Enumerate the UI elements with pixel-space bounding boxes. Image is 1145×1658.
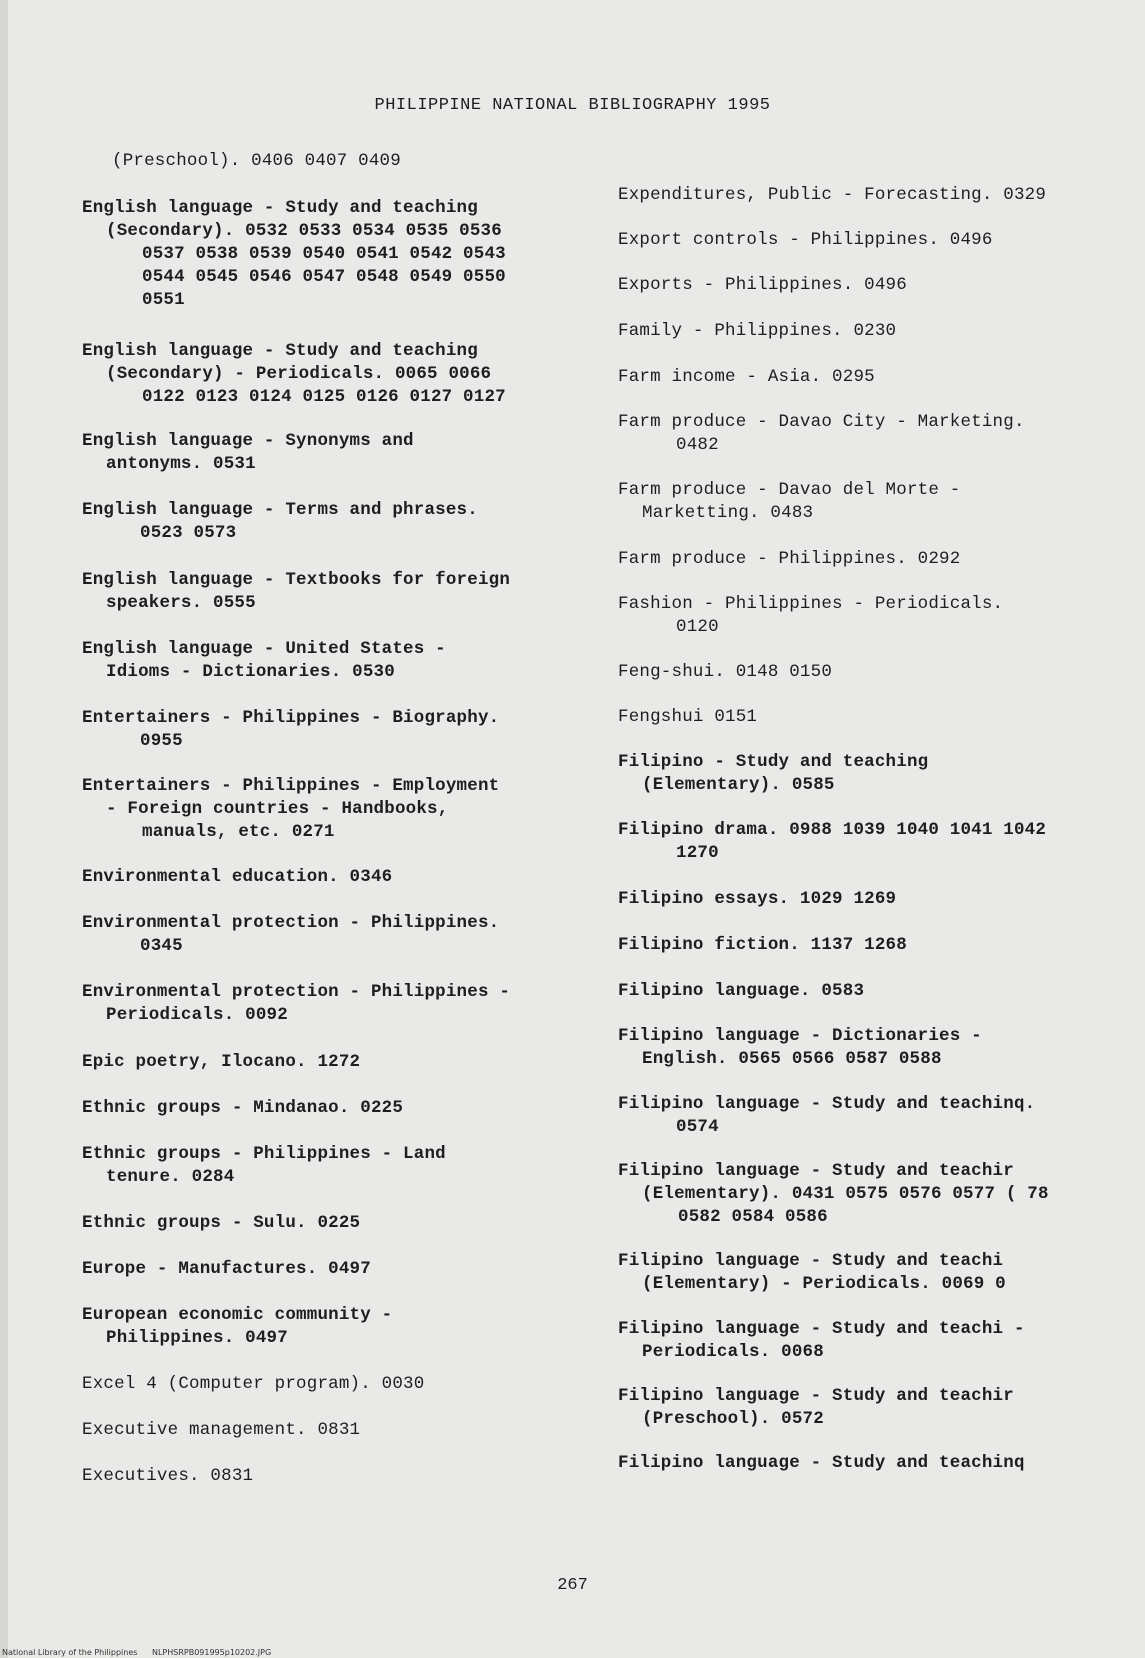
entry-line: 0120 bbox=[676, 617, 719, 637]
entry-line: Entertainers - Philippines - Biography. bbox=[82, 708, 500, 728]
right-index-entry bbox=[618, 479, 1138, 525]
entry-line: (Preschool). 0572 bbox=[642, 1409, 824, 1429]
left-index-entry bbox=[82, 1051, 582, 1074]
right-index-entry bbox=[618, 819, 1138, 865]
entry-line: manuals, etc. 0271 bbox=[142, 822, 335, 842]
entry-line: (Elementary) - Periodicals. 0069 0 bbox=[642, 1274, 1006, 1294]
right-index-entry bbox=[618, 548, 1138, 571]
entry-line: Filipino language - Study and teachinq bbox=[618, 1453, 1025, 1473]
entry-line: (Elementary). 0585 bbox=[642, 775, 835, 795]
right-index-entry bbox=[618, 1385, 1138, 1431]
left-index-entry bbox=[82, 638, 582, 684]
entry-line: English language - Synonyms and bbox=[82, 431, 414, 451]
entry-line: English language - Study and teaching bbox=[82, 198, 478, 218]
entry-line: (Preschool). 0406 0407 0409 bbox=[112, 151, 401, 171]
left-index-entry bbox=[82, 912, 582, 958]
entry-line: Filipino language - Study and teachi - bbox=[618, 1319, 1025, 1339]
left-index-entry bbox=[82, 775, 582, 844]
right-index-entry bbox=[618, 888, 1138, 911]
entry-line: Ethnic groups - Philippines - Land bbox=[82, 1144, 446, 1164]
entry-line: Environmental education. 0346 bbox=[82, 867, 393, 887]
left-index-entry bbox=[82, 1258, 582, 1281]
entry-line: 0537 0538 0539 0540 0541 0542 0543 bbox=[142, 244, 506, 264]
left-index-entry bbox=[82, 1465, 582, 1488]
footer-library: National Library of the Philippines bbox=[2, 1648, 138, 1657]
entry-line: Environmental protection - Philippines. bbox=[82, 913, 500, 933]
right-index-entry bbox=[618, 980, 1138, 1003]
entry-line: Filipino drama. 0988 1039 1040 1041 1042 bbox=[618, 820, 1047, 840]
entry-line: Periodicals. 0092 bbox=[106, 1005, 288, 1025]
entry-line: (Elementary). 0431 0575 0576 0577 ( 78 bbox=[642, 1184, 1049, 1204]
entry-line: Ethnic groups - Mindanao. 0225 bbox=[82, 1098, 404, 1118]
right-index-entry bbox=[618, 751, 1138, 797]
entry-line: Filipino language - Study and teachir bbox=[618, 1386, 1014, 1406]
entry-line: Farm income - Asia. 0295 bbox=[618, 367, 875, 387]
entry-line: Ethnic groups - Sulu. 0225 bbox=[82, 1213, 361, 1233]
entry-line: 0345 bbox=[140, 936, 183, 956]
left-index-entry bbox=[82, 1304, 582, 1350]
entry-line: Periodicals. 0068 bbox=[642, 1342, 824, 1362]
right-index-entry bbox=[618, 229, 1138, 252]
scan-footer bbox=[2, 1648, 271, 1657]
scan-edge bbox=[0, 0, 8, 1658]
right-index-entry bbox=[618, 934, 1138, 957]
entry-line: Exports - Philippines. 0496 bbox=[618, 275, 907, 295]
entry-line: Farm produce - Davao City - Marketing. bbox=[618, 412, 1025, 432]
right-index-entry bbox=[618, 1318, 1138, 1364]
entry-line: Idioms - Dictionaries. 0530 bbox=[106, 662, 395, 682]
left-index-entry bbox=[82, 430, 582, 476]
left-index-entry bbox=[82, 1212, 582, 1235]
entry-line: Filipino language - Study and teachi bbox=[618, 1251, 1004, 1271]
right-index-entry bbox=[618, 274, 1138, 297]
entry-line: speakers. 0555 bbox=[106, 593, 256, 613]
entry-line: Farm produce - Davao del Morte - bbox=[618, 480, 961, 500]
entry-line: Filipino language - Study and teachir bbox=[618, 1161, 1014, 1181]
entry-line: 1270 bbox=[676, 843, 719, 863]
entry-line: 0955 bbox=[140, 731, 183, 751]
entry-line: European economic community - bbox=[82, 1305, 393, 1325]
right-index-entry bbox=[618, 593, 1138, 639]
entry-line: Filipino language - Study and teachinq. bbox=[618, 1094, 1036, 1114]
entry-line: Expenditures, Public - Forecasting. 0329 bbox=[618, 185, 1047, 205]
right-index-entry bbox=[618, 706, 1138, 729]
entry-line: 0551 bbox=[142, 290, 185, 310]
entry-line: Philippines. 0497 bbox=[106, 1328, 288, 1348]
right-index-entry bbox=[618, 1250, 1138, 1296]
left-index-entry bbox=[82, 499, 582, 545]
entry-line: Filipino fiction. 1137 1268 bbox=[618, 935, 907, 955]
left-index-entry bbox=[82, 197, 582, 312]
entry-line: Filipino - Study and teaching bbox=[618, 752, 929, 772]
right-index-entry bbox=[618, 184, 1138, 207]
left-index-entry bbox=[82, 1373, 582, 1396]
entry-line: Fengshui 0151 bbox=[618, 707, 758, 727]
entry-line: Filipino language - Dictionaries - bbox=[618, 1026, 982, 1046]
right-index-entry bbox=[618, 661, 1138, 684]
entry-line: 0574 bbox=[676, 1117, 719, 1137]
left-index-entry bbox=[82, 569, 582, 615]
right-index-entry bbox=[618, 1025, 1138, 1071]
right-index-entry bbox=[618, 1452, 1138, 1475]
right-index-entry bbox=[618, 1093, 1138, 1139]
entry-line: 0544 0545 0546 0547 0548 0549 0550 bbox=[142, 267, 506, 287]
entry-line: Farm produce - Philippines. 0292 bbox=[618, 549, 961, 569]
entry-line: Marketting. 0483 bbox=[642, 503, 814, 523]
running-head: PHILIPPINE NATIONAL BIBLIOGRAPHY 1995 bbox=[374, 96, 771, 115]
left-index-entry bbox=[82, 150, 582, 173]
left-index-entry bbox=[82, 1143, 582, 1189]
right-index-entry bbox=[618, 411, 1138, 457]
entry-line: Executive management. 0831 bbox=[82, 1420, 361, 1440]
entry-line: Feng-shui. 0148 0150 bbox=[618, 662, 833, 682]
entry-line: English. 0565 0566 0587 0588 bbox=[642, 1049, 942, 1069]
right-index-entry bbox=[618, 320, 1138, 343]
entry-line: (Secondary) - Periodicals. 0065 0066 bbox=[106, 364, 492, 384]
entry-line: Filipino essays. 1029 1269 bbox=[618, 889, 897, 909]
left-index-entry bbox=[82, 866, 582, 889]
entry-line: English language - United States - bbox=[82, 639, 446, 659]
entry-line: English language - Study and teaching bbox=[82, 341, 478, 361]
entry-line: English language - Terms and phrases. bbox=[82, 500, 478, 520]
entry-line: Executives. 0831 bbox=[82, 1466, 254, 1486]
left-index-entry bbox=[82, 1097, 582, 1120]
entry-line: Excel 4 (Computer program). 0030 bbox=[82, 1374, 425, 1394]
left-index-entry bbox=[82, 981, 582, 1027]
left-index-entry bbox=[82, 707, 582, 753]
entry-line: Family - Philippines. 0230 bbox=[618, 321, 897, 341]
entry-line: Entertainers - Philippines - Employment bbox=[82, 776, 500, 796]
right-index-entry bbox=[618, 366, 1138, 389]
entry-line: 0482 bbox=[676, 435, 719, 455]
entry-line: tenure. 0284 bbox=[106, 1167, 235, 1187]
entry-line: 0122 0123 0124 0125 0126 0127 0127 bbox=[142, 387, 506, 407]
entry-line: antonyms. 0531 bbox=[106, 454, 256, 474]
entry-line: English language - Textbooks for foreign bbox=[82, 570, 511, 590]
entry-line: 0582 0584 0586 bbox=[678, 1207, 828, 1227]
entry-line: 0523 0573 bbox=[140, 523, 237, 543]
right-index-entry bbox=[618, 1160, 1138, 1229]
page-number: 267 bbox=[557, 1576, 588, 1595]
footer-filename: NLPHSRPB091995p10202.JPG bbox=[151, 1648, 272, 1657]
entry-line: - Foreign countries - Handbooks, bbox=[106, 799, 449, 819]
entry-line: Filipino language. 0583 bbox=[618, 981, 865, 1001]
left-index-entry bbox=[82, 1419, 582, 1442]
entry-line: Fashion - Philippines - Periodicals. bbox=[618, 594, 1004, 614]
entry-line: Europe - Manufactures. 0497 bbox=[82, 1259, 371, 1279]
left-index-entry bbox=[82, 340, 582, 409]
entry-line: Export controls - Philippines. 0496 bbox=[618, 230, 993, 250]
entry-line: Epic poetry, Ilocano. 1272 bbox=[82, 1052, 361, 1072]
entry-line: (Secondary). 0532 0533 0534 0535 0536 bbox=[106, 221, 502, 241]
entry-line: Environmental protection - Philippines - bbox=[82, 982, 511, 1002]
